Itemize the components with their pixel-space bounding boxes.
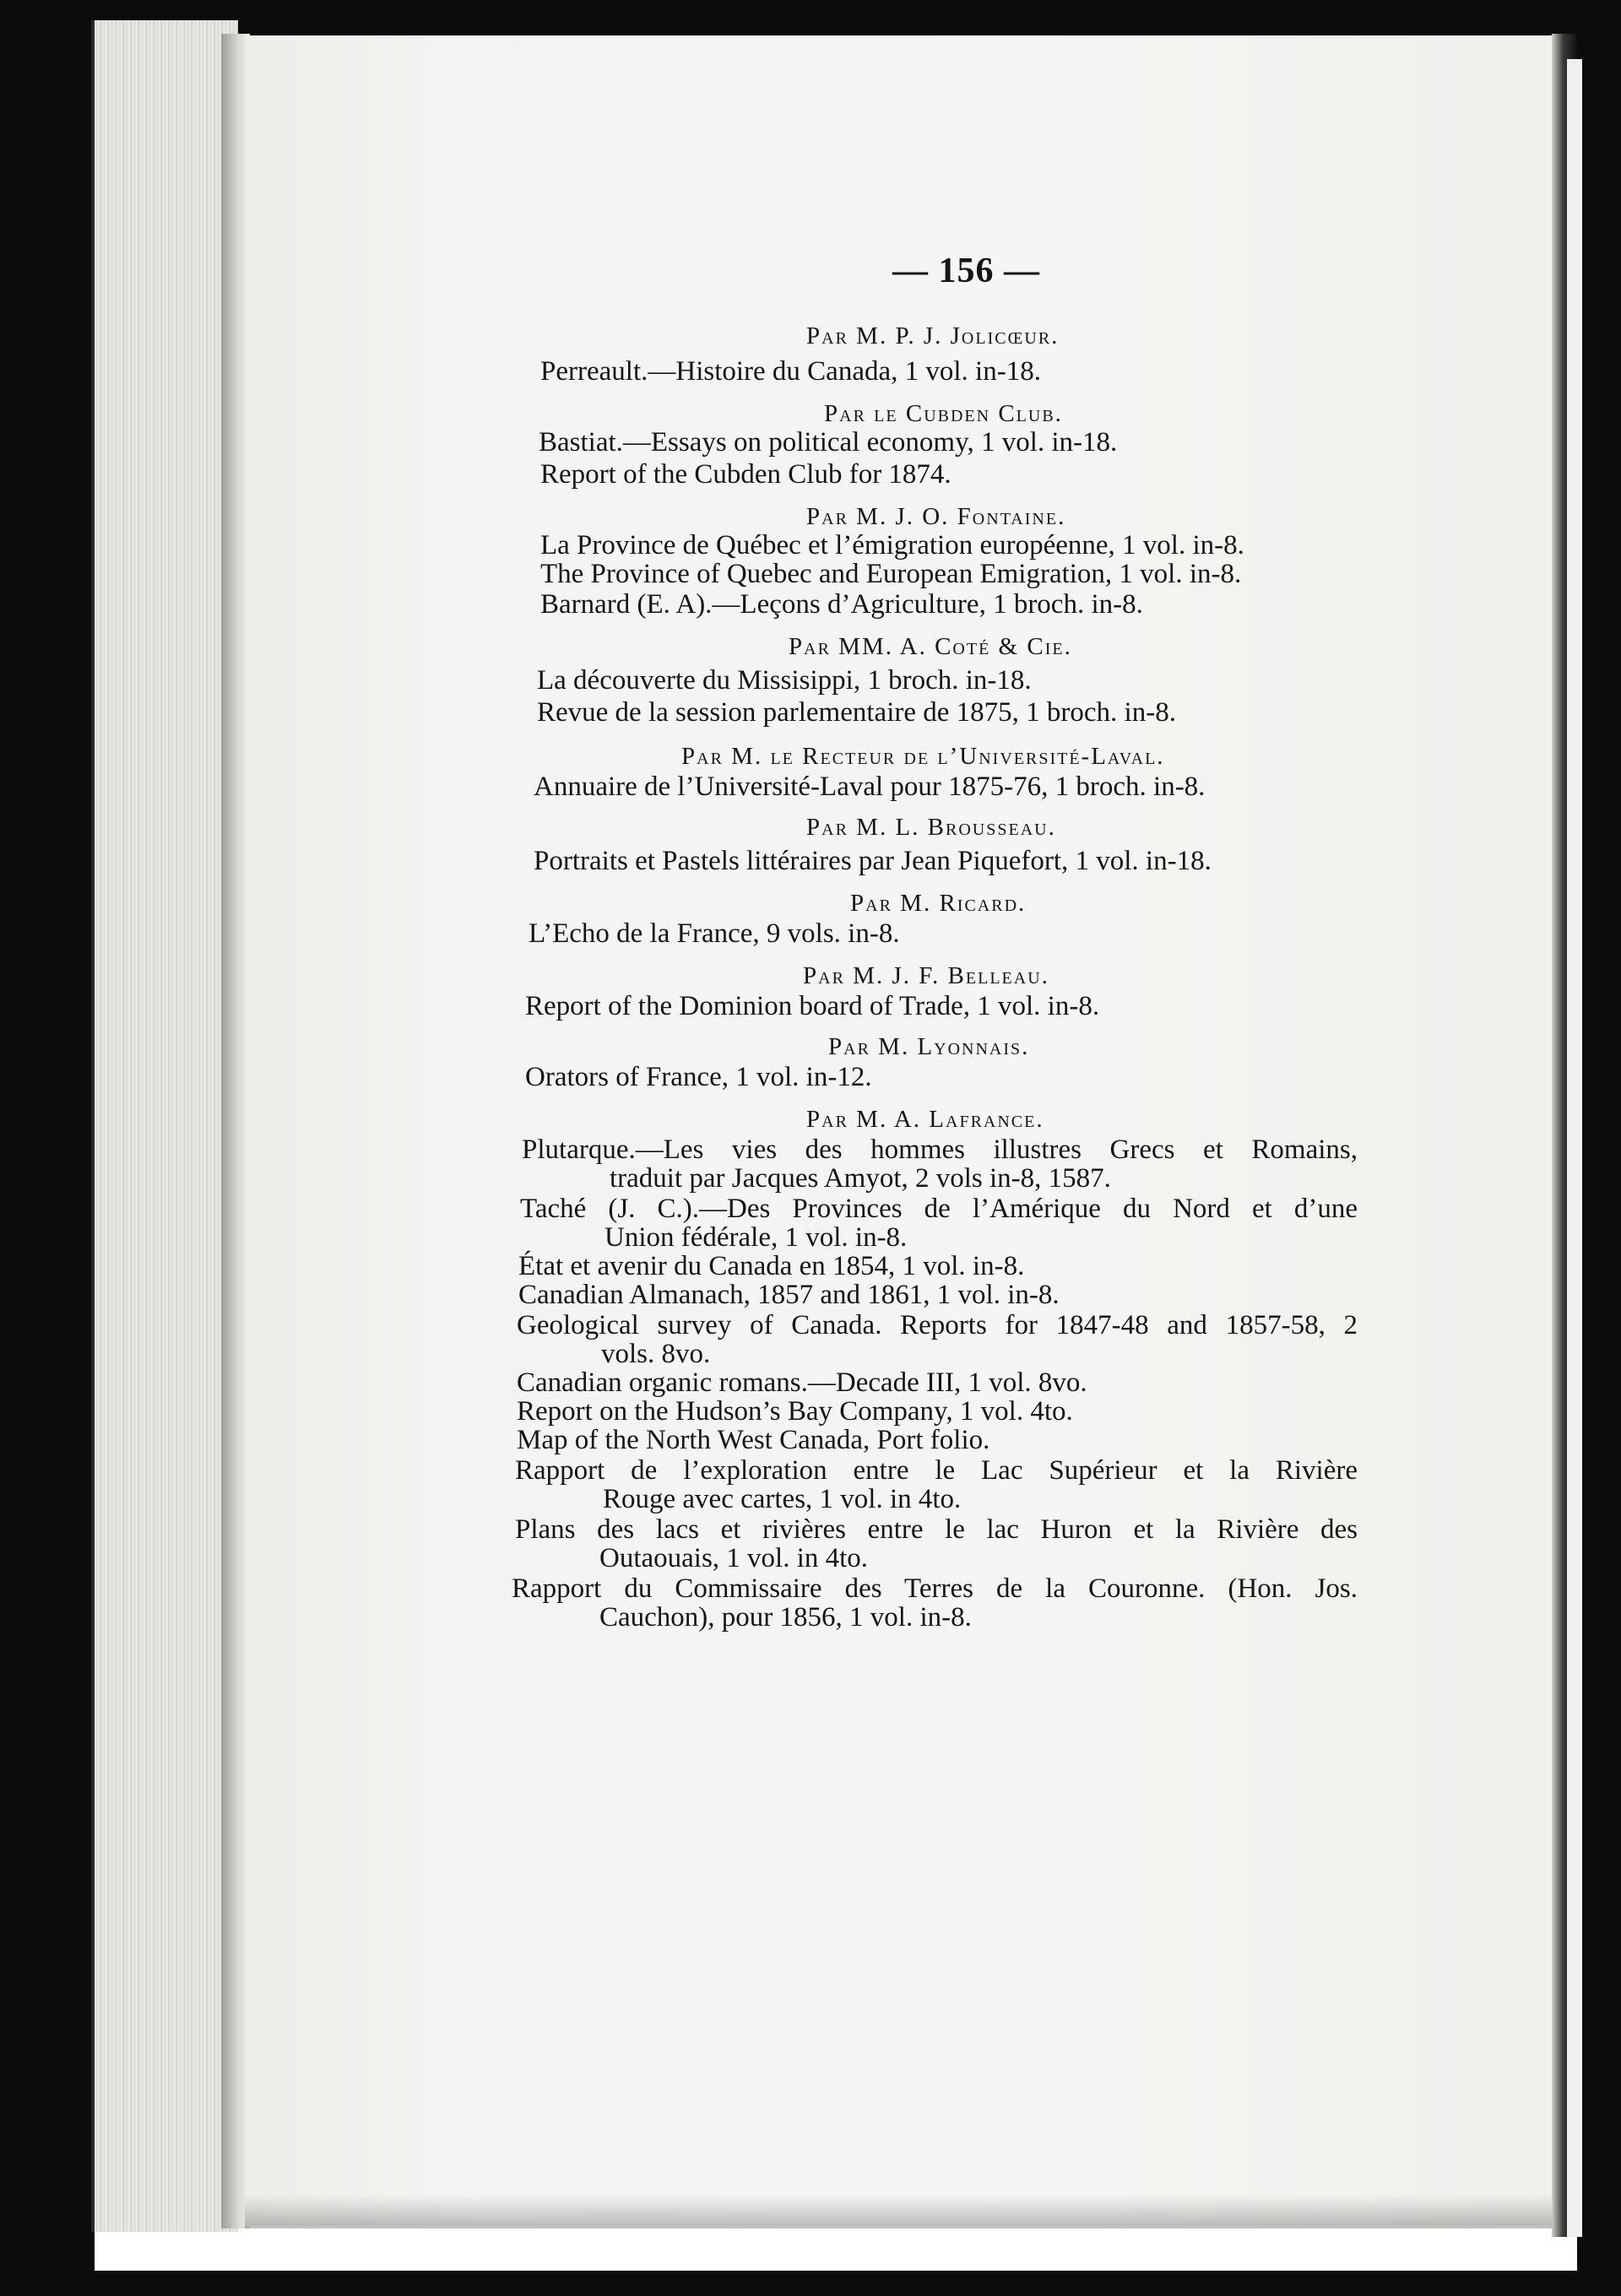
list-item: Annuaire de l’Université-Laval pour 1875-76, 1 broch. in-8. [534, 772, 1206, 802]
donor-heading: Par MM. A. Coté & Cie. [789, 633, 1072, 660]
frame-border-top [0, 0, 1621, 35]
list-item: Report of the Dominion board of Trade, 1 vol. in-8. [525, 991, 1100, 1021]
list-item: Canadian Almanach, 1857 and 1861, 1 vol. in-8. [518, 1280, 1060, 1310]
list-item: Orators of France, 1 vol. in-12. [525, 1062, 872, 1092]
list-item: Rapport de l’exploration entre le Lac Supérieur et la Rivière [515, 1455, 1358, 1486]
list-item: Rapport du Commissaire des Terres de la Couronne. (Hon. Jos. [512, 1573, 1358, 1604]
donor-heading: Par M. P. J. Jolicœur. [806, 322, 1060, 349]
donor-heading: Par M. L. Brousseau. [806, 814, 1056, 841]
list-item: Plutarque.—Les vies des hommes illustres Grecs et Romains, [522, 1134, 1358, 1165]
list-item: Barnard (E. A).—Leçons d’Agriculture, 1 broch. in-8. [540, 589, 1143, 620]
list-item: Bastiat.—Essays on political economy, 1 vol. in-18. [539, 427, 1118, 458]
list-item: Canadian organic romans.—Decade III, 1 vol. 8vo. [517, 1367, 1087, 1398]
donor-heading: Par M. le Recteur de l’Université-Laval. [681, 743, 1165, 770]
frame-border-right [1577, 0, 1621, 2296]
list-item: Geological survey of Canada. Reports for 1847-48 and 1857-58, 2 [517, 1310, 1358, 1340]
page-number: — 156 — [892, 252, 1040, 290]
list-item-continuation: vols. 8vo. [601, 1339, 711, 1369]
list-item-continuation: Cauchon), pour 1856, 1 vol. in-8. [599, 1602, 972, 1633]
page-bottom-shadow [245, 2195, 1562, 2228]
list-item: La découverte du Missisippi, 1 broch. in-18. [537, 665, 1032, 696]
frame-border-left [0, 0, 95, 2296]
list-item-continuation: Rouge avec cartes, 1 vol. in 4to. [603, 1484, 962, 1514]
list-item: L’Echo de la France, 9 vols. in-8. [529, 918, 900, 949]
list-item-continuation: Outaouais, 1 vol. in 4to. [599, 1543, 869, 1573]
list-item: Portraits et Pastels littéraires par Jean Piquefort, 1 vol. in-18. [534, 846, 1212, 876]
list-item: Perreault.—Histoire du Canada, 1 vol. in-18. [540, 356, 1041, 387]
book-page-edges [91, 20, 238, 2232]
donor-heading: Par M. J. O. Fontaine. [806, 503, 1066, 530]
donor-heading: Par M. J. F. Belleau. [803, 962, 1049, 989]
frame-border-bottom [0, 2271, 1621, 2296]
facing-page-sliver [1567, 59, 1582, 2237]
donor-heading: Par le Cubden Club. [824, 400, 1063, 427]
list-item: Taché (J. C.).—Des Provinces de l’Amérique du Nord et d’une [520, 1194, 1358, 1224]
donor-heading: Par M. Lyonnais. [828, 1033, 1030, 1060]
list-item-continuation: traduit par Jacques Amyot, 2 vols in-8, 1587. [610, 1163, 1111, 1194]
list-item: État et avenir du Canada en 1854, 1 vol. in-8. [518, 1251, 1025, 1281]
list-item: Map of the North West Canada, Port folio. [517, 1425, 990, 1455]
list-item: La Province de Québec et l’émigration européenne, 1 vol. in-8. [540, 530, 1244, 560]
list-item: The Province of Quebec and European Emigration, 1 vol. in-8. [540, 559, 1242, 589]
list-item: Report of the Cubden Club for 1874. [540, 459, 951, 490]
list-item: Revue de la session parlementaire de 1875, 1 broch. in-8. [537, 697, 1176, 728]
donor-heading: Par M. A. Lafrance. [806, 1106, 1044, 1133]
donor-heading: Par M. Ricard. [850, 890, 1027, 917]
list-item-continuation: Union fédérale, 1 vol. in-8. [604, 1222, 908, 1253]
list-item: Report on the Hudson’s Bay Company, 1 vol. 4to. [517, 1396, 1073, 1427]
list-item: Plans des lacs et rivières entre le lac Huron et la Rivière des [515, 1514, 1358, 1545]
